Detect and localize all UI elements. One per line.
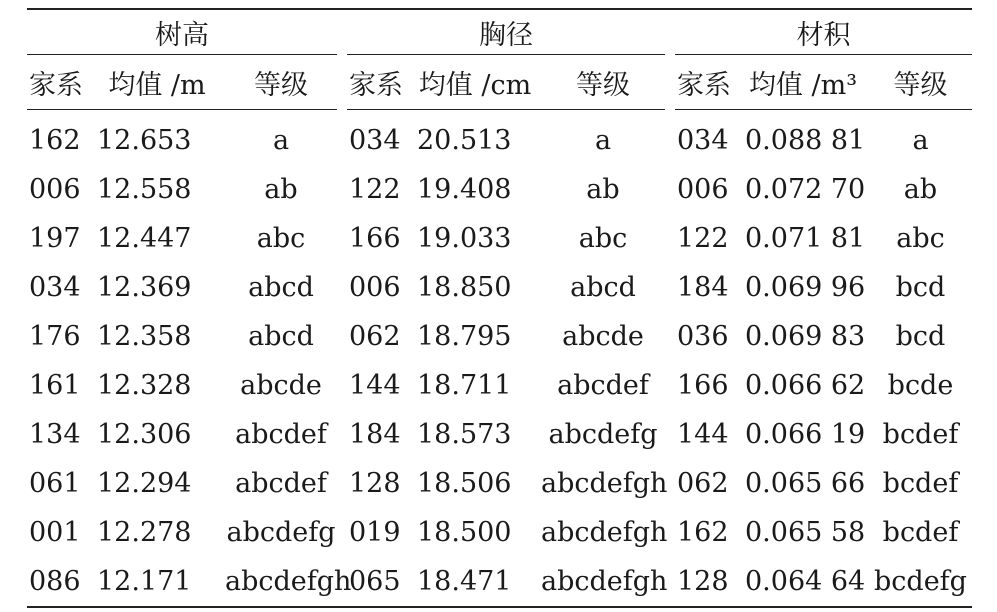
table-row	[27, 263, 972, 312]
cell-grade: abcdefgh	[225, 557, 337, 607]
cell-family: 122	[349, 174, 401, 205]
table-body	[27, 110, 972, 608]
cell-mean: 18.506	[417, 468, 512, 499]
cell-family: 034	[29, 272, 81, 303]
cell-family: 166	[349, 223, 401, 254]
cell-family: 086	[27, 557, 89, 607]
cell-family: 062	[349, 321, 401, 352]
cell-family: 019	[349, 517, 401, 548]
cell-family: 001	[29, 517, 81, 548]
cell-grade: bcd	[895, 272, 946, 303]
cell-family: 197	[29, 223, 81, 254]
cell-mean: 18.500	[417, 517, 512, 548]
cell-grade: bcdef	[882, 468, 959, 499]
cell-gap	[337, 214, 347, 263]
cell-grade: a	[594, 125, 612, 156]
cell-mean: 0.088 81	[745, 125, 866, 156]
cell-grade: abcd	[248, 321, 314, 352]
cell-gap	[337, 165, 347, 214]
cell-gap	[665, 263, 675, 312]
cell-grade: bcdef	[882, 419, 959, 450]
cell-mean: 12.447	[97, 223, 192, 254]
cell-gap	[665, 165, 675, 214]
cell-grade: bcde	[887, 370, 954, 401]
table-row	[27, 508, 972, 557]
cell-gap	[337, 110, 347, 166]
cell-grade: abcdef	[557, 370, 649, 401]
group-gap	[337, 9, 347, 55]
cell-grade: bcd	[895, 321, 946, 352]
cell-grade: a	[272, 125, 290, 156]
cell-family: 134	[29, 419, 81, 450]
cell-family: 184	[349, 419, 401, 450]
cell-grade: ab	[903, 174, 938, 205]
table-row	[27, 410, 972, 459]
cell-gap	[337, 508, 347, 557]
cell-mean: 18.471	[409, 557, 541, 607]
cell-family: 034	[677, 125, 729, 156]
cell-family: 034	[349, 125, 401, 156]
cell-grade: abcd	[248, 272, 314, 303]
column-gap	[665, 55, 675, 110]
cell-family: 162	[29, 125, 81, 156]
cell-grade: abc	[578, 223, 628, 254]
cell-family: 065	[347, 557, 409, 607]
cell-mean: 12.369	[97, 272, 192, 303]
cell-mean: 0.065 66	[745, 468, 866, 499]
table-row	[27, 459, 972, 508]
table-row	[27, 312, 972, 361]
cell-mean: 18.795	[417, 321, 512, 352]
cell-gap	[337, 459, 347, 508]
cell-grade: abcdef	[235, 419, 327, 450]
cell-gap	[665, 312, 675, 361]
column-header-row	[27, 55, 972, 110]
cell-grade: abc	[896, 223, 945, 254]
cell-mean: 0.066 19	[745, 419, 866, 450]
cell-family: 006	[29, 174, 81, 205]
cell-family: 161	[29, 370, 81, 401]
cell-family: 006	[349, 272, 401, 303]
column-header-family: 家系	[27, 55, 89, 110]
cell-grade: abcde	[240, 370, 322, 401]
cell-gap	[337, 361, 347, 410]
column-header-grade: 等级	[541, 55, 665, 110]
cell-gap	[665, 361, 675, 410]
cell-family: 036	[677, 321, 729, 352]
cell-mean: 0.069 96	[745, 272, 866, 303]
cell-gap	[665, 110, 675, 166]
group-header-height: 树高	[27, 9, 337, 55]
cell-mean: 20.513	[417, 125, 512, 156]
cell-grade: bcdefg	[869, 557, 972, 607]
cell-mean: 12.294	[97, 468, 192, 499]
column-header-mean: 均值 /m³	[737, 55, 869, 110]
data-table	[27, 8, 972, 608]
cell-mean: 12.358	[97, 321, 192, 352]
cell-mean: 0.064 64	[737, 557, 869, 607]
table-row	[27, 557, 972, 607]
cell-family: 144	[349, 370, 401, 401]
cell-family: 166	[677, 370, 729, 401]
cell-mean: 12.278	[97, 517, 192, 548]
cell-family: 184	[677, 272, 729, 303]
cell-mean: 0.065 58	[745, 517, 866, 548]
cell-grade: abcdef	[235, 468, 327, 499]
cell-grade: bcdef	[882, 517, 959, 548]
cell-family: 061	[29, 468, 81, 499]
table-row	[27, 361, 972, 410]
cell-grade: ab	[264, 174, 298, 205]
cell-family: 122	[677, 223, 729, 254]
cell-mean: 18.573	[417, 419, 512, 450]
cell-gap	[665, 410, 675, 459]
cell-grade: abcdefg	[226, 517, 336, 548]
cell-mean: 0.066 62	[745, 370, 866, 401]
cell-grade: abcdefgh	[541, 517, 668, 548]
cell-mean: 12.306	[97, 419, 192, 450]
column-gap	[337, 55, 347, 110]
cell-mean: 12.558	[97, 174, 192, 205]
column-header-mean: 均值 /cm	[409, 55, 541, 110]
cell-mean: 0.069 83	[745, 321, 866, 352]
cell-family: 128	[349, 468, 401, 499]
cell-gap	[665, 214, 675, 263]
cell-gap	[337, 410, 347, 459]
cell-gap	[337, 312, 347, 361]
cell-mean: 12.328	[97, 370, 192, 401]
cell-mean: 18.850	[417, 272, 512, 303]
cell-mean: 12.653	[97, 125, 192, 156]
cell-mean: 12.171	[89, 557, 225, 607]
cell-grade: abcdefg	[548, 419, 658, 450]
table-row	[27, 110, 972, 166]
cell-mean: 19.033	[417, 223, 512, 254]
column-header-family: 家系	[347, 55, 409, 110]
column-header-family: 家系	[675, 55, 737, 110]
table-row	[27, 214, 972, 263]
table-row	[27, 165, 972, 214]
cell-family: 128	[675, 557, 737, 607]
cell-family: 062	[677, 468, 729, 499]
group-header-volume: 材积	[675, 9, 972, 55]
cell-mean: 19.408	[417, 174, 512, 205]
cell-mean: 0.072 70	[745, 174, 866, 205]
cell-grade: a	[912, 125, 929, 156]
cell-mean: 0.071 81	[745, 223, 866, 254]
cell-grade: abcde	[562, 321, 644, 352]
cell-grade: abc	[256, 223, 306, 254]
cell-grade: ab	[586, 174, 620, 205]
column-header-grade: 等级	[869, 55, 972, 110]
cell-mean: 18.711	[417, 370, 512, 401]
cell-family: 176	[29, 321, 81, 352]
group-header-row	[27, 9, 972, 55]
cell-gap	[337, 263, 347, 312]
cell-grade: abcd	[570, 272, 636, 303]
group-header-diameter: 胸径	[347, 9, 665, 55]
cell-family: 144	[677, 419, 729, 450]
cell-grade: abcdefgh	[541, 557, 665, 607]
column-header-mean: 均值 /m	[89, 55, 225, 110]
cell-grade: abcdefgh	[541, 468, 668, 499]
cell-family: 162	[677, 517, 729, 548]
column-header-grade: 等级	[225, 55, 337, 110]
cell-family: 006	[677, 174, 729, 205]
group-gap	[665, 9, 675, 55]
